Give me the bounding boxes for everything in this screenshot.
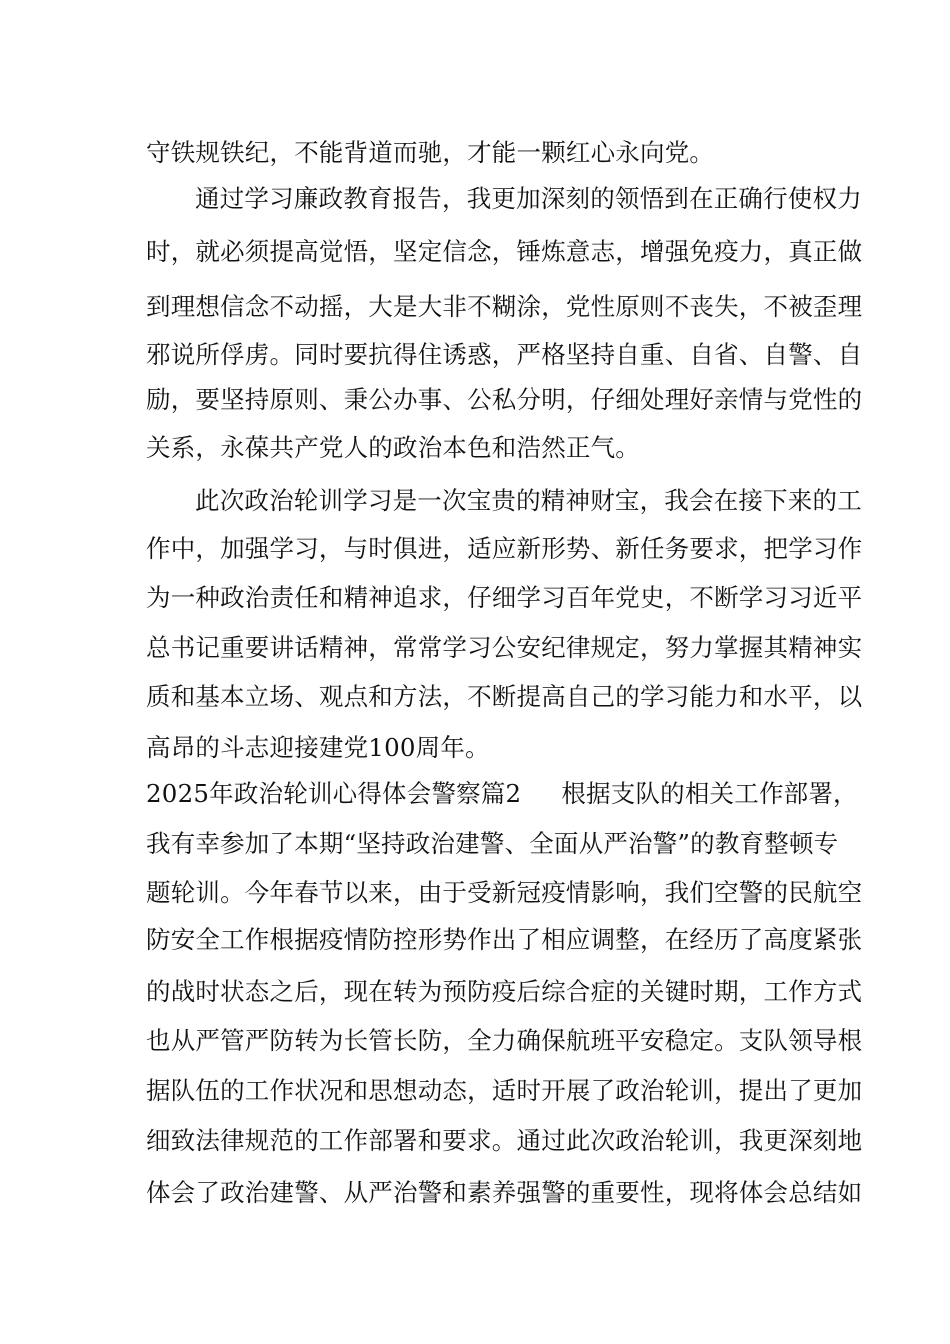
text-line: 的战时状态之后，现在转为预防疫后综合症的关键时期，工作方式 <box>146 977 863 1006</box>
text-line: 总书记重要讲话精神，常常学习公安纪律规定，努力掌握其精神实 <box>146 633 863 662</box>
text-line: 我有幸参加了本期“坚持政治建警、全面从严治警”的教育整顿专 <box>146 829 839 858</box>
text-line: 为一种政治责任和精神追求，仔细学习百年党史，不断学习习近平 <box>146 583 863 612</box>
text-line: 体会了政治建警、从严治警和素养强警的重要性，现将体会总结如 <box>146 1178 863 1207</box>
section-title: 2025年政治轮训心得体会警察篇2 <box>146 779 522 808</box>
text-line: 关系，永葆共产党人的政治本色和浩然正气。 <box>146 433 640 462</box>
text-line: 题轮训。今年春节以来，由于受新冠疫情影响，我们空警的民航空 <box>146 878 863 907</box>
text-line: 邪说所俘虏。同时要抗得住诱惑，严格坚持自重、自省、自警、自 <box>146 340 863 369</box>
text-line: 也从严管严防转为长管长防，全力确保航班平安稳定。支队领导根 <box>146 1026 863 1055</box>
text-line: 励，要坚持原则、秉公办事、公私分明，仔细处理好亲情与党性的 <box>146 385 863 414</box>
text-line: 到理想信念不动摇，大是大非不糊涂，党性原则不丧失，不被歪理 <box>146 292 863 321</box>
text-line: 作中，加强学习，与时俱进，适应新形势、新任务要求，把学习作 <box>146 534 863 563</box>
section-heading-line <box>146 778 858 810</box>
text-line: 守铁规铁纪，不能背道而驰，才能一颗红心永向党。 <box>146 138 715 167</box>
text-line: 细致法律规范的工作部署和要求。通过此次政治轮训，我更深刻地 <box>146 1126 863 1155</box>
paragraph-first-line: 通过学习廉政教育报告，我更加深刻的领悟到在正确行使权力 <box>195 184 862 213</box>
text-line: 据队伍的工作状况和思想动态，适时开展了政治轮训，提出了更加 <box>146 1076 863 1105</box>
paragraph-first-line: 此次政治轮训学习是一次宝贵的精神财宝，我会在接下来的工 <box>195 486 862 515</box>
section-lead-text: 根据支队的相关工作部署， <box>561 779 858 808</box>
text-line: 防安全工作根据疫情防控形势作出了相应调整，在经历了高度紧张 <box>146 925 863 954</box>
text-line: 质和基本立场、观点和方法，不断提高自己的学习能力和水平，以 <box>146 682 863 711</box>
text-line: 时，就必须提高觉悟，坚定信念，锤炼意志，增强免疫力，真正做 <box>146 237 863 266</box>
text-line: 高昂的斗志迎接建党100周年。 <box>146 733 490 762</box>
